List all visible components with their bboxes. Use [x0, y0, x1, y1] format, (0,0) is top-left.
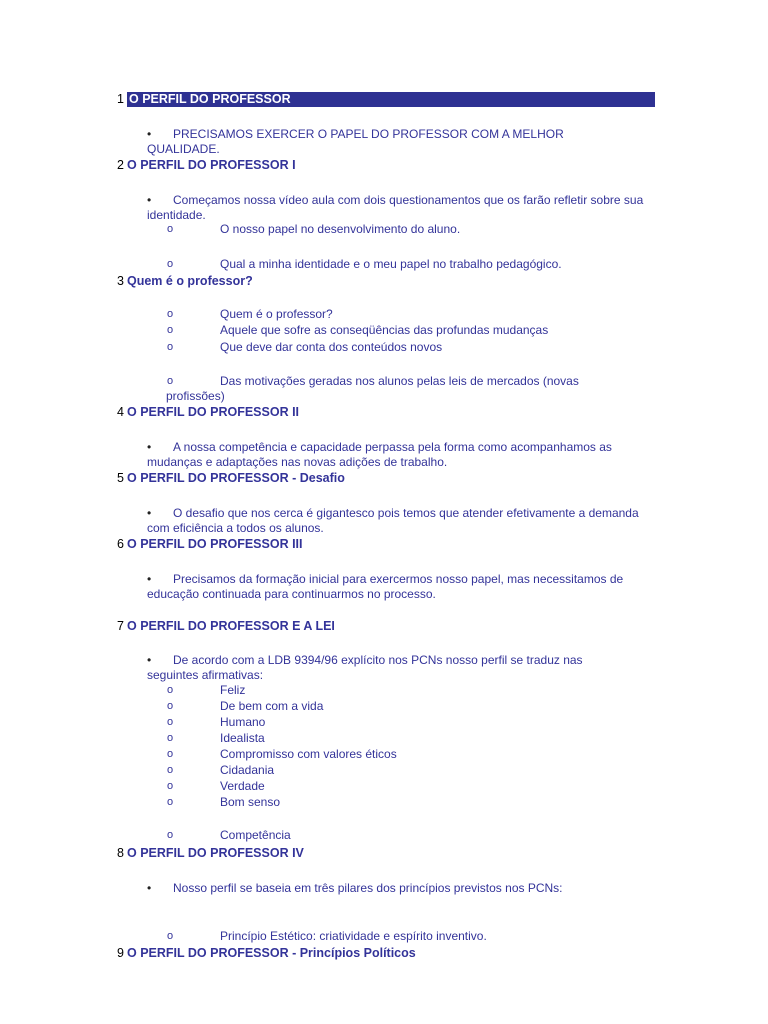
- sub-bullet-glyph: o: [167, 308, 174, 320]
- sub-item-text: Princípio Estético: criatividade e espírito inventivo.: [220, 929, 487, 943]
- section-number: 1: [117, 92, 124, 106]
- bullet-text: O desafio que nos cerca é gigantesco pois temos que atender efetivamente a demanda com eficiência a todos os alunos.: [147, 506, 639, 535]
- bullet-text: PRECISAMOS EXERCER O PAPEL DO PROFESSOR COM A MELHOR QUALIDADE.: [147, 127, 564, 156]
- section-heading: O PERFIL DO PROFESSOR III: [127, 537, 303, 551]
- bullet-glyph: •: [147, 440, 152, 454]
- section-heading: [127, 946, 416, 960]
- sub-item-text: Verdade: [220, 779, 265, 793]
- section-heading-main: O PERFIL DO PROFESSOR: [127, 471, 289, 485]
- sub-bullet-glyph: o: [167, 684, 174, 696]
- section-heading: O PERFIL DO PROFESSOR IV: [127, 846, 304, 860]
- bullet-glyph: •: [147, 127, 152, 141]
- sub-bullet-glyph: o: [167, 930, 174, 942]
- sub-bullet-glyph: o: [167, 829, 174, 841]
- bullet-glyph: •: [147, 653, 152, 667]
- bullet-text: Precisamos da formação inicial para exercermos nosso papel, mas necessitamos de educação continuada para continuarmos no processo.: [147, 572, 624, 601]
- sub-item-text: Humano: [220, 715, 266, 729]
- bullet-glyph: •: [147, 506, 152, 520]
- sub-item-text: O nosso papel no desenvolvimento do aluno.: [220, 222, 461, 236]
- sub-item-text: Bom senso: [220, 795, 281, 809]
- section-number: 9: [117, 946, 124, 960]
- sub-bullet-glyph: o: [167, 375, 174, 387]
- bullet-text: Começamos nossa vídeo aula com dois questionamentos que os farão refletir sobre sua identidade.: [147, 193, 644, 222]
- sub-bullet-glyph: o: [167, 716, 174, 728]
- bullet-glyph: •: [147, 881, 152, 895]
- sub-item-text: Quem é o professor?: [220, 307, 333, 321]
- sub-bullet-glyph: o: [167, 780, 174, 792]
- section-heading: [127, 471, 345, 485]
- bullet-text: De acordo com a LDB 9394/96 explícito nos PCNs nosso perfil se traduz nas seguintes afirmativas:: [147, 653, 583, 682]
- sub-item-text: Competência: [220, 828, 291, 842]
- section-heading: Quem é o professor?: [127, 274, 253, 288]
- sub-bullet-glyph: o: [167, 223, 174, 235]
- sub-item-text: Feliz: [220, 683, 246, 697]
- sub-item-text: Aquele que sofre as conseqüências das profundas mudanças: [220, 323, 549, 337]
- section-heading-highlighted: O PERFIL DO PROFESSOR: [127, 92, 655, 107]
- sub-item-text: Idealista: [220, 731, 265, 745]
- section-number: 3: [117, 274, 124, 288]
- sub-bullet-glyph: o: [167, 732, 174, 744]
- sub-item-text: Qual a minha identidade e o meu papel no trabalho pedagógico.: [220, 257, 562, 271]
- section-heading-main: O PERFIL DO PROFESSOR: [127, 946, 289, 960]
- section-heading-suffix: - Princípios Políticos: [288, 946, 416, 960]
- sub-item-text: Que deve dar conta dos conteúdos novos: [220, 340, 443, 354]
- sub-bullet-glyph: o: [167, 796, 174, 808]
- bullet-text: A nossa competência e capacidade perpassa pela forma como acompanhamos as mudanças e adaptações nas novas adições de trabalho.: [147, 440, 612, 469]
- section-number: 8: [117, 846, 124, 860]
- section-number: 5: [117, 471, 124, 485]
- sub-bullet-glyph: o: [167, 341, 174, 353]
- sub-bullet-glyph: o: [167, 700, 174, 712]
- section-heading-suffix: - Desafio: [288, 471, 345, 485]
- section-heading: O PERFIL DO PROFESSOR I: [127, 158, 296, 172]
- bullet-glyph: •: [147, 193, 152, 207]
- bullet-glyph: •: [147, 572, 152, 586]
- section-number: 6: [117, 537, 124, 551]
- sub-item-text: Das motivações geradas nos alunos pelas leis de mercados (novas profissões): [166, 374, 579, 403]
- sub-bullet-glyph: o: [167, 764, 174, 776]
- section-number: 2: [117, 158, 124, 172]
- section-heading: O PERFIL DO PROFESSOR E A LEI: [127, 619, 335, 633]
- sub-bullet-glyph: o: [167, 748, 174, 760]
- bullet-text: Nosso perfil se baseia em três pilares dos princípios previstos nos PCNs:: [173, 881, 563, 895]
- sub-item-text: De bem com a vida: [220, 699, 324, 713]
- sub-bullet-glyph: o: [167, 258, 174, 270]
- section-number: 7: [117, 619, 124, 633]
- section-number: 4: [117, 405, 124, 419]
- sub-item-text: Cidadania: [220, 763, 275, 777]
- sub-bullet-glyph: o: [167, 324, 174, 336]
- section-heading: O PERFIL DO PROFESSOR II: [127, 405, 300, 419]
- sub-item-text: Compromisso com valores éticos: [220, 747, 397, 761]
